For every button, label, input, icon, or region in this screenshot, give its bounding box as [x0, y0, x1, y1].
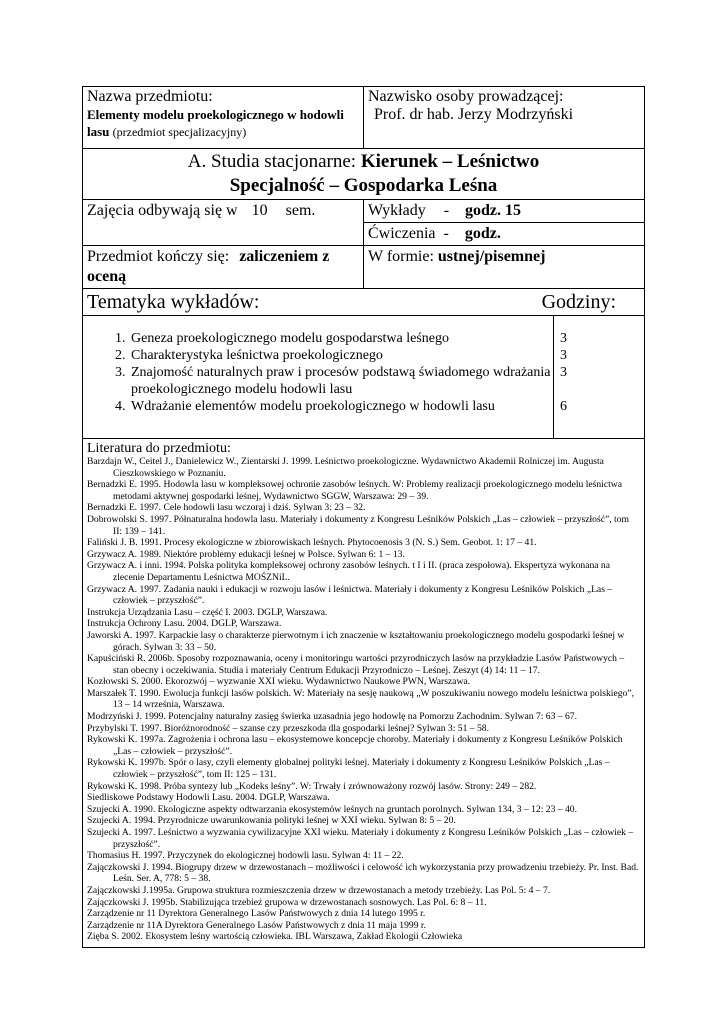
literature-reference: Rykowski K. 1997b. Spór o lasy, czyli elementy globalnej polityki leśnej. Materiały i dokumenty z Kongresu Leśników Polskich „Las – człowiek – przyszłość”, tom II: 125 – 131. [87, 757, 610, 781]
studia-specjalnosc: Specjalność – Gospodarka Leśna [229, 175, 498, 196]
literature-reference: Grzywacz A. i inni. 1994. Polska polityka kompleksowej ochrony zasobów leśnych. t I i II. (praca zespołowa). Ekspertyza wykonana na zlecenie Departamentu Leśnictwa MOŚZNiL. [87, 560, 610, 583]
literature-reference: Bernadzki E. 1997. Cele hodowli lasu wczoraj i dziś. Sylwan 3: 23 – 32. [87, 502, 366, 514]
literature-reference: Bernadzki E. 1995. Hodowla lasu w kompleksowej ochronie zasobów leśnych. W: Problemy realizacji proekologicznego modelu leśnictwa metodami aktywnej gospodarki leśnej, Wydawnictwo SGGW, Warszawa: 29 – 39. [87, 479, 622, 502]
subject-note: (przedmiot specjalizacyjny) [112, 125, 247, 139]
konczy-value: zaliczeniem z oceną [87, 248, 330, 285]
zajecia-label: Zajęcia odbywają się w [87, 202, 238, 219]
literature-reference: Modrzyński J. 1999. Potencjalny naturalny zasięg świerka uzasadnia jego hodowlę na Pomorzu Zachodnim. Sylwan 7: 63 – 67. [87, 711, 577, 723]
tematyka-hours-title: Godziny: [541, 291, 617, 313]
teacher-label: Nazwisko osoby prowadzącej: [368, 88, 564, 105]
zajecia-sem: sem. [285, 202, 316, 219]
literature-reference: Siedliskowe Podstawy Hodowli Lasu. 2004. DGLP, Warszawa. [87, 792, 330, 804]
literatura-title: Literatura do przedmiotu: [87, 441, 231, 456]
zajecia-cell [83, 200, 364, 246]
literature-reference: Jaworski A. 1997. Karpackie lasy o charakterze pierwotnym i ich znaczenie w kształtowaniu proekologicznego modelu gospodarki leśnej w górach. Sylwan 3: 33 – 50. [87, 629, 625, 653]
literature-reference: Szujecki A. 1990. Ekologiczne aspekty odtwarzania ekosystemów leśnych na gruntach porolnych. Sylwan 134, 3 – 12: 23 – 40. [87, 803, 577, 815]
syllabus-page [82, 86, 644, 948]
topics-list-area [83, 316, 553, 438]
topic-hours: 3 [560, 365, 568, 380]
wyklady-dash: - [443, 202, 450, 219]
topic-item: 1. Geneza proekologicznego modelu gospodarstwa leśnego [129, 330, 553, 347]
literature-reference: Zięba S. 2002. Ekosystem leśny wartością człowieka. IBL Warszawa, Zakład Ekologii Człowieka [87, 931, 463, 943]
literature-reference: Dobrowolski S. 1997. Półnaturalna hodowla lasu. Materiały i dokumenty z Kongresu Leśników Polskich „Las – człowiek – przyszłość”, tom II: 139 – 141. [87, 513, 629, 537]
konczy-label: Przedmiot kończy się: [87, 248, 230, 265]
literature-reference: Faliński J. B. 1991. Procesy ekologiczne w zbiorowiskach leśnych. Phytocoenosis 3 (N. S.) Sem. Geobot. 1: 17 – 41. [87, 537, 537, 549]
subject-name: Elementy modelu proekologicznego w hodowli lasu [87, 107, 344, 139]
konczy-cell [83, 246, 364, 289]
literature-reference: Zarządzenie nr 11 Dyrektora Generalnego Lasów Państwowych z dnia 14 lutego 1995 r. [87, 908, 426, 920]
literature-reference: Kapuściński R. 2006b. Sposoby rozpoznawania, oceny i monitoringu wartości przyrodniczych lasów na przykładzie Lasów Państwowych – stan obecny i oczekiwania. Studia i materiały Centrum Edukacji Przyrodniczo – Leśnej. Zeszyt (4) 14: 11 – 17. [87, 653, 625, 676]
literature-reference: Barzdajn W., Ceitel J., Danielewicz W., Zientarski J. 1999. Leśnictwo proekologiczne. Wydawnictwo Akademii Rolniczej im. Augusta Cieszkowskiego w Poznaniu. [87, 456, 604, 479]
literature-reference: Thomasius H. 1997. Przyczynek do ekologicznej hodowli lasu. Sylwan 4: 11 – 22. [87, 850, 404, 862]
topic-item: 4. Wdrażanie elementów modelu proekologicznego w hodowli lasu [129, 398, 553, 415]
wyklady-label: Wykłady [368, 202, 426, 219]
literature-reference: Grzywacz A. 1989. Niektóre problemy edukacji leśnej w Polsce. Sylwan 6: 1 – 13. [87, 548, 405, 560]
studia-kierunek: Kierunek – Leśnictwo [360, 151, 540, 172]
literature-reference: Grzywacz A. 1997. Zadania nauki i edukacji w rozwoju lasów i leśnictwa. Materiały i dokumenty z Kongresu Leśników Polskich „Las – człowiek – przyszłość”. [87, 583, 613, 607]
topic-item: 2. Charakterystyka leśnictwa proekologicznego [129, 347, 553, 364]
cwiczenia-value: godz. [464, 225, 501, 242]
teacher-name: Prof. dr hab. Jerzy Modrzyński [374, 106, 574, 123]
cwiczenia-label: Ćwiczenia [368, 225, 436, 242]
literature-reference: Marszałek T. 1990. Ewolucja funkcji lasów polskich. W: Materiały na sesję naukową „W poszukiwaniu nowego modelu leśnictwa polskiego”, 13 – 14 września, Warszawa. [87, 687, 634, 711]
literature-reference: Rykowski K. 1998. Próba syntezy lub „Kodeks leśny”. W: Trwały i zrównoważony rozwój lasów. Strony: 249 – 282. [87, 780, 537, 792]
literature-reference: Szujecki A. 1994. Przyrodnicze uwarunkowania polityki leśnej w XXI wieku. Sylwan 8: 5 – 20. [87, 815, 456, 827]
cwiczenia-dash: - [443, 225, 449, 242]
literature-reference: Szujecki A. 1997. Leśnictwo a wyzwania cywilizacyjne XXI wieku. Materiały i dokumenty z Kongresu Leśników Polskich „Las – człowiek – przyszłość”. [87, 827, 634, 850]
wyklady-cell [364, 200, 645, 223]
topic-hours: 3 [560, 331, 568, 346]
zajecia-sem-number: 10 [251, 202, 268, 219]
literature-reference: Zajączkowski J.1995a. Grupowa struktura rozmieszczenia drzew w drzewostanach a metody trzebieży. Las Pol. 5: 4 – 7. [87, 884, 551, 896]
literature-reference: Rykowski K. 1997a. Zagrożenia i ochrona lasu – ekosystemowe koncepcje choroby. Materiały i dokumenty z Kongresu Leśników Polskich „Las – człowiek – przyszłość”. [87, 734, 623, 757]
topics-list [83, 330, 553, 415]
tematyka-header-cell [83, 289, 645, 316]
topic-hours: 6 [560, 399, 568, 414]
studia-prefix: A. Studia stacjonarne: [187, 151, 361, 172]
literature-reference: Zarządzenie nr 11A Dyrektora Generalnego Lasów Państwowych z dnia 11 maja 1999 r. [87, 919, 426, 931]
literatura-cell [83, 439, 645, 948]
tematyka-title: Tematyka wykładów: [87, 291, 260, 313]
forma-label: W formie: [368, 248, 434, 265]
forma-cell [364, 246, 645, 289]
literature-reference: Instrukcja Urządzania Lasu – część I. 2003. DGLP, Warszawa. [87, 606, 328, 618]
forma-value: ustnej/pisemnej [437, 248, 546, 265]
literature-reference: Przybylski T. 1997. Bioróżnorodność – szanse czy przeszkoda dla gospodarki leśnej? Sylwan 3: 51 – 58. [87, 722, 489, 734]
subject-label: Nazwa przedmiotu: [87, 88, 213, 105]
literature-reference: Zajączkowski J. 1995b. Stabilizująca trzebież grupowa w drzewostanach sosnowych. Las Pol. 6: 8 – 11. [87, 896, 487, 908]
studia-cell [83, 149, 645, 200]
syllabus-table [82, 86, 645, 948]
literature-reference: Kozłowski S. 2000. Ekorozwój – wyzwanie XXI wieku. Wydawnictwo Naukowe PWN, Warszawa. [87, 676, 471, 688]
literature-reference: Instrukcja Ochrony Lasu. 2004. DGLP, Warszawa. [87, 618, 282, 630]
topic-item: 3. Znajomość naturalnych praw i procesów podstawą świadomego wdrażania proekologicznego modelu hodowli lasu [129, 364, 553, 398]
subject-name-block [87, 106, 359, 141]
subject-cell [83, 87, 364, 149]
topics-hours-column [553, 316, 644, 438]
topics-cell [83, 316, 645, 439]
literature-reference: Zajączkowski J. 1994. Biogrupy drzew w drzewostanach – możliwości i celowość ich wykorzystania przy prowadzeniu trzebieży. Pr. Inst. Bad. Leśn. Ser. A, 778: 5 – 38. [87, 861, 639, 885]
wyklady-value: godz. 15 [465, 202, 522, 219]
cwiczenia-cell [364, 223, 645, 246]
literatura-list [87, 456, 640, 943]
topic-hours: 3 [560, 348, 568, 363]
teacher-cell [364, 87, 645, 149]
